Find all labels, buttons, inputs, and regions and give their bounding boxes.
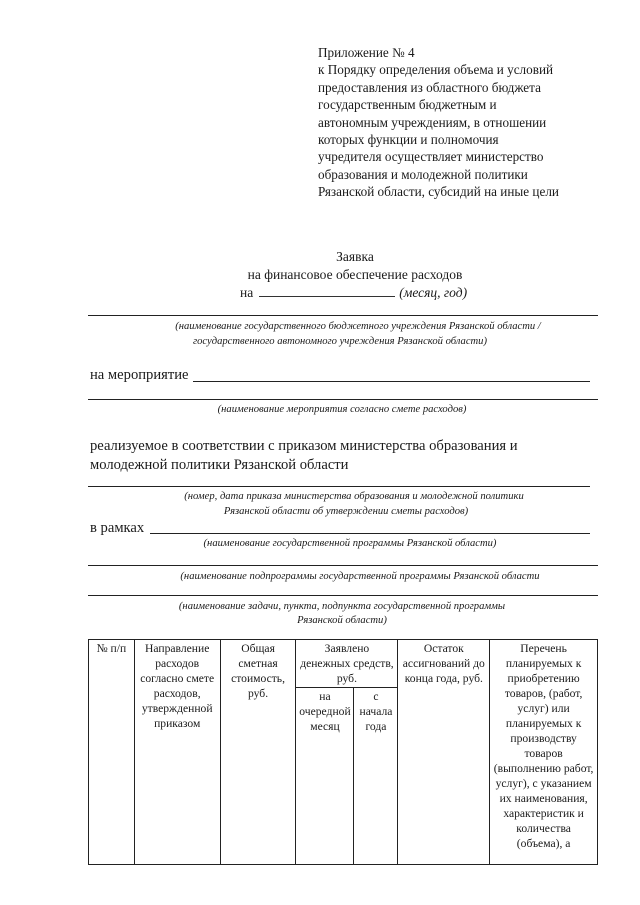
header-month: на очередной месяц bbox=[296, 688, 354, 865]
event-line[interactable] bbox=[193, 381, 590, 382]
appendix-line: Приложение № 4 bbox=[318, 45, 415, 60]
subprogram-caption: (наименование подпрограммы государственной программы Рязанской области bbox=[180, 571, 540, 582]
appendix-line: которых функции и полномочия bbox=[318, 132, 499, 148]
period-hint: (месяц, год) bbox=[399, 285, 468, 300]
period-row bbox=[240, 284, 467, 301]
appendix-line: к Порядку определения объема и условий bbox=[318, 62, 554, 78]
subprogram-line[interactable] bbox=[88, 565, 598, 566]
appendix-block bbox=[318, 44, 618, 201]
task-caption-2: Рязанской области) bbox=[297, 615, 387, 626]
task-caption-1: (наименование задачи, пункта, подпункта государственной программы bbox=[178, 601, 506, 612]
institution-line[interactable] bbox=[88, 315, 598, 316]
order-text-1: реализуемое в соответствии с приказом министерства образования и bbox=[90, 438, 518, 454]
table-header-row bbox=[89, 640, 598, 688]
header-direction: Направление расходов согласно смете расходов, утвержденной приказом bbox=[134, 640, 220, 865]
header-list: Перечень планируемых к приобретению товаров, (работ, услуг) или планируемых к производству товаров (выполнению работ, услуг), с указанием их наименования, характеристик и количества (объема), а bbox=[490, 640, 598, 865]
form-title: Заявка bbox=[336, 249, 374, 264]
event-label: на мероприятие bbox=[90, 367, 189, 383]
header-total: Общая сметная стоимость, руб. bbox=[220, 640, 296, 865]
appendix-line: образования и молодежной политики bbox=[318, 166, 528, 182]
order-caption-2: Рязанской области об утверждении сметы расходов) bbox=[223, 506, 469, 517]
institution-caption-1: (наименование государственного бюджетного учреждения Рязанской области / bbox=[175, 321, 541, 332]
program-label: в рамках bbox=[90, 520, 145, 536]
event-line-2[interactable] bbox=[88, 399, 598, 400]
appendix-line: предоставления из областного бюджета bbox=[318, 79, 541, 95]
task-line[interactable] bbox=[88, 595, 598, 596]
appendix-line: Рязанской области, субсидий на иные цели bbox=[318, 184, 559, 200]
program-line[interactable] bbox=[150, 533, 590, 534]
program-caption: (наименование государственной программы Рязанской области) bbox=[203, 538, 497, 549]
period-prefix: на bbox=[240, 285, 254, 300]
header-year-start: с начала года bbox=[354, 688, 398, 865]
period-blank[interactable] bbox=[259, 284, 395, 297]
form-subtitle: на финансовое обеспечение расходов bbox=[247, 267, 463, 282]
appendix-line: автономным учреждениям, в отношении bbox=[318, 114, 547, 130]
order-caption-1: (номер, дата приказа министерства образования и молодежной политики bbox=[184, 491, 524, 502]
header-num: № п/п bbox=[89, 640, 135, 865]
header-declared: Заявлено денежных средств, руб. bbox=[296, 640, 398, 688]
institution-caption-2: государственного автономного учреждения Рязанской области) bbox=[192, 336, 488, 347]
order-line[interactable] bbox=[88, 486, 590, 487]
order-text-2: молодежной политики Рязанской области bbox=[90, 457, 349, 473]
request-table bbox=[88, 639, 598, 865]
header-remainder: Остаток ассигнований до конца года, руб. bbox=[398, 640, 490, 865]
event-caption: (наименование мероприятия согласно смете расходов) bbox=[217, 404, 467, 415]
appendix-line: государственным бюджетным и bbox=[318, 97, 497, 113]
appendix-line: учредителя осуществляет министерство bbox=[318, 149, 544, 165]
